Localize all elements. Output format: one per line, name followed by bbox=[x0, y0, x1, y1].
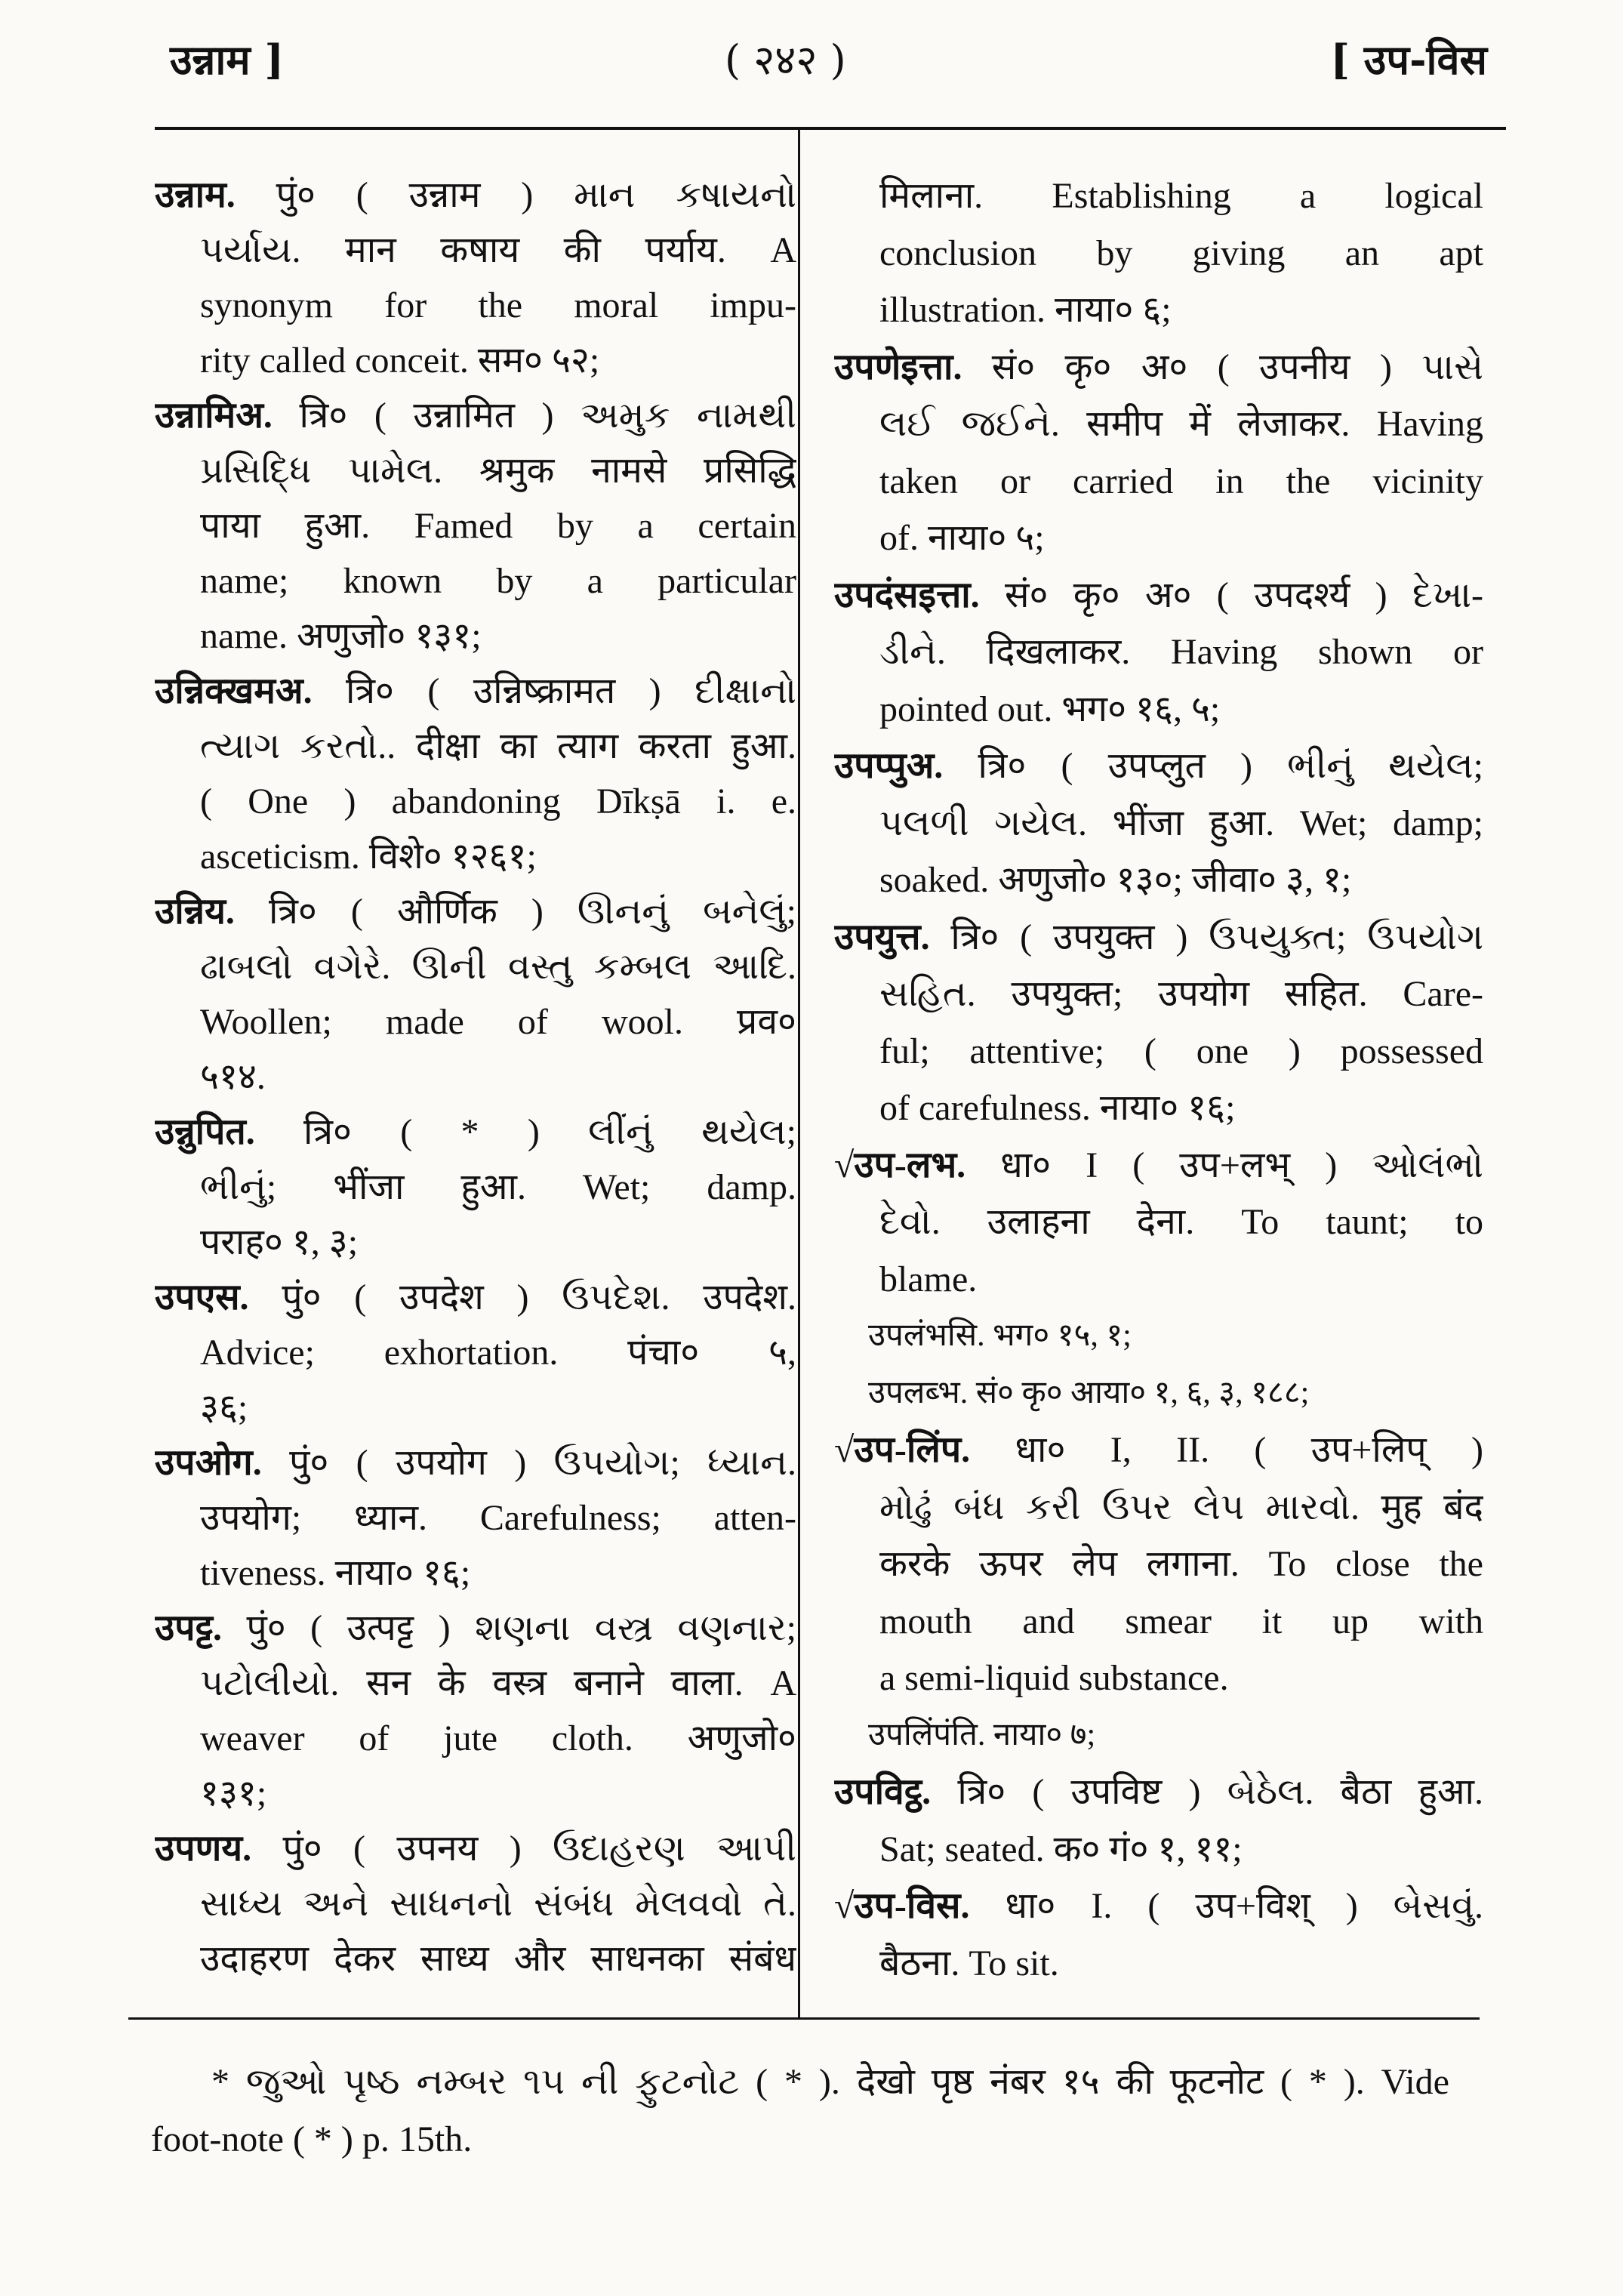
entry-text: पराह० १, ३; bbox=[200, 1222, 359, 1262]
entry-text: illustration. नाया० ६; bbox=[879, 290, 1172, 330]
entry-first-line bbox=[834, 738, 1483, 795]
entry-line bbox=[834, 1479, 1483, 1536]
entry-text: त्रि० ( उपप्लुत ) ભીનું થયેલ; bbox=[943, 746, 1483, 786]
running-head-right: [ उप-विस bbox=[1330, 35, 1487, 84]
entry-line bbox=[155, 278, 796, 333]
entry-text: blame. bbox=[879, 1259, 978, 1299]
entry-text: १३१; bbox=[200, 1774, 267, 1814]
entry-text: त्रि० ( उन्नामित ) અમુક નામથી bbox=[272, 396, 796, 436]
entry-text: Sat; seated. क० गं० १, ११; bbox=[879, 1829, 1243, 1869]
entry-text: उपलिंपंति. नाया० ७; bbox=[868, 1717, 1096, 1752]
entry-text: पुं० ( उपनय ) ઉદાહરણ આપી bbox=[251, 1829, 796, 1869]
entry-line bbox=[834, 510, 1483, 567]
entry-text: Advice; exhortation. पंचा० ५, bbox=[200, 1333, 796, 1373]
entry-first-line bbox=[834, 909, 1483, 966]
headword: √उप-विस. bbox=[834, 1886, 970, 1926]
entry-line bbox=[834, 168, 1483, 225]
entry-line bbox=[834, 1707, 1483, 1764]
entry-text: ३६; bbox=[200, 1388, 248, 1428]
entry-line bbox=[834, 282, 1483, 339]
entry-text: धा० I, II. ( उप+लिप् ) bbox=[970, 1430, 1483, 1470]
entry-text: name; known by a particular bbox=[200, 561, 796, 601]
entry-text: सं० कृ० अ० ( उपनीय ) પાસે bbox=[962, 347, 1483, 387]
entry-line bbox=[155, 1766, 796, 1821]
entry-text: ful; attentive; ( one ) possessed bbox=[879, 1031, 1483, 1071]
entry-text: उदाहरण देकर साध्य और साधनका संबंध bbox=[200, 1939, 796, 1979]
entry-line bbox=[155, 719, 796, 774]
headword: उन्नुपित. bbox=[155, 1112, 255, 1152]
entry-text: tiveness. नाया० १६; bbox=[200, 1553, 471, 1593]
entry-text: पाया हुआ. Famed by a certain bbox=[200, 506, 796, 546]
entry-line bbox=[834, 1821, 1483, 1878]
entry-first-line bbox=[834, 1137, 1483, 1194]
entry-text: पुं० ( उपयोग ) ઉપયોગ; ધ્યાન. bbox=[261, 1443, 796, 1483]
headword: उपओग. bbox=[155, 1443, 262, 1483]
entry-line bbox=[834, 852, 1483, 909]
entry-first-line bbox=[155, 1105, 796, 1160]
entry-first-line bbox=[834, 1764, 1483, 1821]
entry-line bbox=[155, 1546, 796, 1601]
entry-line bbox=[834, 1935, 1483, 1992]
entry-text: त्रि० ( उपविष्ट ) બેઠેલ. बैठा हुआ. bbox=[931, 1772, 1483, 1812]
headword: उपदंसइत्ता. bbox=[834, 575, 980, 615]
entry-line bbox=[155, 553, 796, 609]
entry-first-line bbox=[155, 664, 796, 719]
entry-text: synonym for the moral impu- bbox=[200, 285, 796, 325]
entry-line bbox=[155, 1215, 796, 1270]
entry-text: करके ऊपर लेप लगाना. To close the bbox=[879, 1544, 1483, 1584]
headword: उन्नाम. bbox=[155, 175, 236, 215]
entry-line bbox=[155, 1711, 796, 1766]
headword: उपट्ट. bbox=[155, 1608, 223, 1648]
footnote-line: * જુઓ પૃષ્ઠ નમ્બર ૧૫ ની ફુટનોટ ( * ). देखो पृष्ठ नंबर १५ की फूटनोट ( * ). Vide bbox=[211, 2062, 1449, 2102]
entry-first-line bbox=[155, 1270, 796, 1325]
entry-line bbox=[834, 624, 1483, 681]
entry-first-line bbox=[834, 1422, 1483, 1479]
entry-line bbox=[834, 1080, 1483, 1137]
entry-text: धा० I. ( उप+विश् ) બેસવું. bbox=[969, 1886, 1483, 1926]
headword: उपप्पुअ. bbox=[834, 746, 944, 786]
entry-line bbox=[155, 1931, 796, 1986]
entry-text: ५१४. bbox=[200, 1057, 266, 1097]
entry-line bbox=[834, 681, 1483, 738]
headword: उपयुत्त. bbox=[834, 917, 930, 957]
entry-first-line bbox=[155, 1435, 796, 1490]
entry-text: પલળી ગયેલ. भींजा हुआ. Wet; damp; bbox=[879, 803, 1483, 843]
entry-text: asceticism. विशे० १२६१; bbox=[200, 837, 537, 877]
entry-text: soaked. अणुजो० १३०; जीवा० ३, १; bbox=[879, 860, 1352, 900]
entry-text: पुं० ( उपदेश ) ઉપદેશ. उपदेश. bbox=[248, 1277, 796, 1318]
headword: उन्नामिअ. bbox=[155, 396, 273, 436]
entry-text: उपलब्भ. सं० कृ० आया० १, ६, ३, १८८; bbox=[868, 1375, 1310, 1410]
entry-text: પ્રસિદ્ધિ પામેલ. श्रमुक नामसे प्रसिद्धि bbox=[200, 451, 796, 491]
footnote-rule bbox=[128, 2017, 1480, 2020]
entry-text: of carefulness. नाया० १६; bbox=[879, 1088, 1236, 1128]
entry-text: ભીનું; भींजा हुआ. Wet; damp. bbox=[200, 1167, 796, 1207]
page-number: ( २४२ ) bbox=[725, 36, 846, 84]
entry-line bbox=[834, 795, 1483, 852]
entry-text: name. अणुजो० १३१; bbox=[200, 616, 482, 656]
entry-text: पुं० ( उन्नाम ) માન કષાયનો bbox=[235, 175, 796, 215]
entry-line bbox=[834, 1593, 1483, 1650]
entry-line bbox=[834, 1308, 1483, 1365]
entry-line bbox=[834, 396, 1483, 453]
entry-line bbox=[155, 1325, 796, 1380]
entry-text: उपलंभसि. भग० १५, १; bbox=[868, 1318, 1132, 1353]
entry-line bbox=[834, 225, 1483, 282]
entry-line bbox=[834, 1194, 1483, 1251]
left-column bbox=[155, 168, 796, 1986]
entry-text: त्रि० ( * ) લીંનું થયેલ; bbox=[254, 1112, 796, 1152]
entry-line bbox=[155, 609, 796, 664]
headword: उपणेइत्ता. bbox=[834, 347, 962, 387]
entry-text: of. नाया० ५; bbox=[879, 518, 1045, 558]
entry-line bbox=[834, 1365, 1483, 1422]
entry-text: ત્યાગ કરતો.. दीक्षा का त्याग करता हुआ. bbox=[200, 726, 796, 766]
entry-text: बैठना. To sit. bbox=[879, 1943, 1059, 1983]
entry-text: ( One ) abandoning Dīkṣā i. e. bbox=[200, 781, 796, 821]
headword: उपविट्ठ. bbox=[834, 1772, 932, 1812]
entry-line bbox=[155, 498, 796, 553]
headword: उन्निय. bbox=[155, 892, 235, 932]
headword: √उप-लभ. bbox=[834, 1145, 966, 1185]
entry-line bbox=[834, 1023, 1483, 1080]
entry-text: mouth and smear it up with bbox=[879, 1601, 1483, 1641]
right-column bbox=[834, 168, 1483, 1992]
entry-text: taken or carried in the vicinity bbox=[879, 461, 1483, 501]
entry-text: conclusion by giving an apt bbox=[879, 233, 1483, 273]
entry-text: લઈ જઈને. समीप में लेजाकर. Having bbox=[879, 404, 1483, 444]
entry-text: त्रि० ( और्णिक ) ઊનનું બનેલું; bbox=[234, 892, 796, 932]
entry-line bbox=[155, 1656, 796, 1711]
entry-first-line bbox=[155, 388, 796, 443]
entry-text: સાધ્ય અને સાધનનો સંબંધ મેલવવો તે. bbox=[200, 1884, 796, 1924]
entry-first-line bbox=[155, 1821, 796, 1876]
entry-text: સહિત. उपयुक्त; उपयोग सहित. Care- bbox=[879, 974, 1483, 1014]
entry-line bbox=[155, 1380, 796, 1435]
entry-text: त्रि० ( उपयुक्त ) ઉપયુક્ત; ઉપયોગ bbox=[929, 917, 1483, 957]
entry-text: pointed out. भग० १६, ५; bbox=[879, 689, 1221, 729]
entry-line bbox=[155, 1049, 796, 1105]
entry-text: ડીને. दिखलाकर. Having shown or bbox=[879, 632, 1483, 672]
footnote-line: foot-note ( * ) p. 15th. bbox=[151, 2119, 473, 2159]
entry-text: उपयोग; ध्यान. Carefulness; atten- bbox=[200, 1498, 796, 1538]
entry-line bbox=[834, 966, 1483, 1023]
headword: √उप-लिंप. bbox=[834, 1430, 971, 1470]
entry-text: દેવો. उलाहना देना. To taunt; to bbox=[879, 1202, 1483, 1242]
entry-text: weaver of jute cloth. अणुजो० bbox=[200, 1718, 796, 1758]
entry-line bbox=[834, 453, 1483, 510]
entry-line bbox=[155, 829, 796, 884]
entry-text: त्रि० ( उन्निष्क्रामत ) દીક્ષાનો bbox=[312, 671, 796, 711]
entry-text: rity called conceit. सम० ५२; bbox=[200, 341, 600, 381]
headword: उपएस. bbox=[155, 1277, 249, 1318]
entry-text: पुं० ( उत्पट्ट ) શણના વસ્ત્ર વણનાર; bbox=[222, 1608, 796, 1648]
entry-line bbox=[155, 939, 796, 994]
entry-line bbox=[155, 333, 796, 388]
entry-line bbox=[155, 223, 796, 278]
entry-line bbox=[834, 1650, 1483, 1707]
entry-text: धा० I ( उप+लभ् ) ઓલંભો bbox=[965, 1145, 1483, 1185]
entry-line bbox=[834, 1536, 1483, 1593]
entry-text: ઢાબલો વગેરે. ઊની વસ્તુ કમ્બલ આદિ. bbox=[200, 947, 796, 987]
header-rule bbox=[155, 127, 1506, 130]
entry-first-line bbox=[834, 1878, 1483, 1935]
entry-first-line bbox=[155, 1601, 796, 1656]
entry-line bbox=[155, 774, 796, 829]
column-divider bbox=[798, 130, 800, 2019]
entry-text: सं० कृ० अ० ( उपदर्श्य ) દેખા- bbox=[979, 575, 1483, 615]
entry-line bbox=[155, 994, 796, 1049]
running-head-left: उन्नाम ] bbox=[170, 35, 284, 84]
entry-first-line bbox=[834, 567, 1483, 624]
entry-line bbox=[834, 1251, 1483, 1308]
entry-text: मिलाना. Establishing a logical bbox=[879, 176, 1483, 216]
entry-line bbox=[155, 1160, 796, 1215]
footnote bbox=[151, 2054, 1449, 2168]
entry-text: પટોલીયો. सन के वस्त्र बनाने वाला. A bbox=[200, 1663, 796, 1703]
headword: उन्निक्खमअ. bbox=[155, 671, 313, 711]
entry-first-line bbox=[155, 168, 796, 223]
entry-first-line bbox=[834, 339, 1483, 396]
entry-text: Woollen; made of wool. प्रव० bbox=[200, 1002, 796, 1042]
entry-text: a semi-liquid substance. bbox=[879, 1658, 1229, 1698]
entry-line bbox=[155, 1876, 796, 1931]
entry-text: મોઢું બંધ કરી ઉપર લેપ મારવો. मुह बंद bbox=[879, 1487, 1483, 1527]
entry-text: પર્યાય. मान कषाय की पर्याय. A bbox=[200, 230, 796, 270]
entry-line bbox=[155, 443, 796, 498]
entry-first-line bbox=[155, 884, 796, 939]
entry-line bbox=[155, 1490, 796, 1546]
headword: उपणय. bbox=[155, 1829, 252, 1869]
